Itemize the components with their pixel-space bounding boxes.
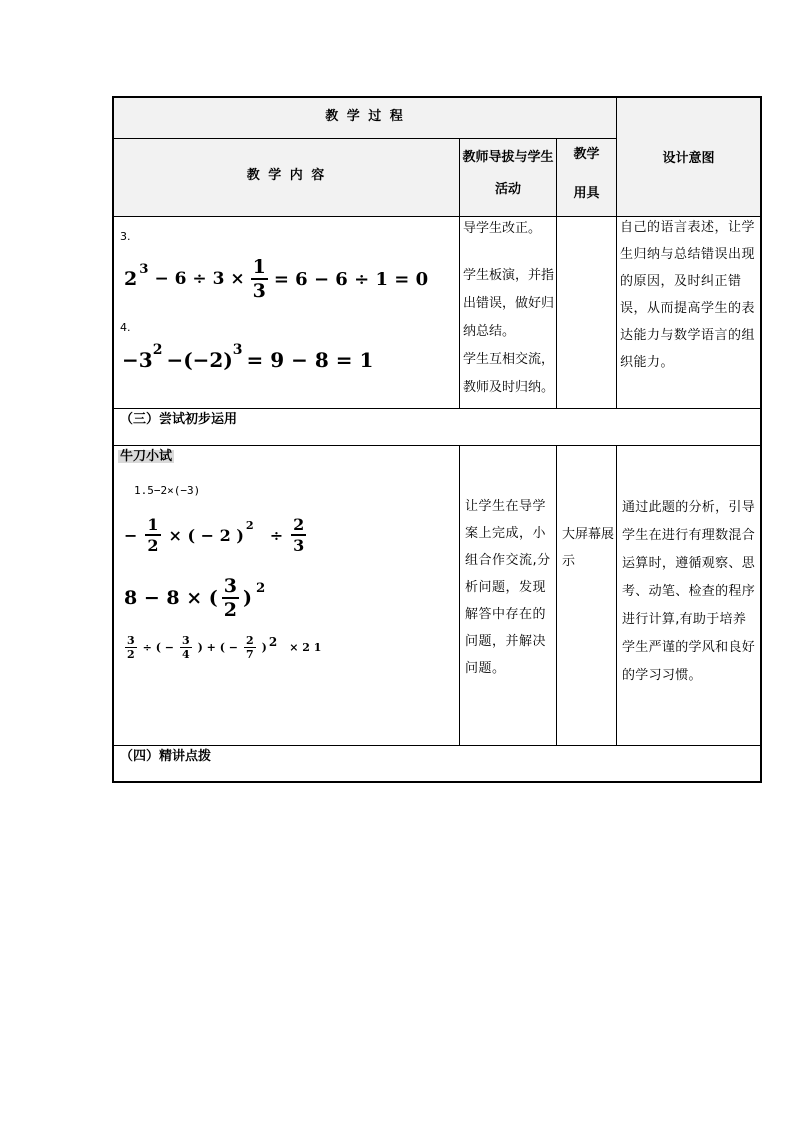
col-divider-2-top xyxy=(556,138,557,409)
col-divider-2-bottom xyxy=(556,445,557,746)
item3-frac-den: 3 xyxy=(252,280,266,302)
header-process: 教 学 过 程 xyxy=(325,109,405,124)
header-divider xyxy=(114,138,617,139)
question-4 xyxy=(125,634,321,661)
header-content: 教 学 内 容 xyxy=(246,168,327,183)
question-1: 1.5−2×(−3) xyxy=(134,484,201,497)
q2-f2-num: 2 xyxy=(293,515,305,534)
header-tools-line2: 用具 xyxy=(573,186,600,201)
q2-f1-num: 1 xyxy=(147,515,159,534)
q3-f-num: 3 xyxy=(223,575,237,597)
table-right-border xyxy=(760,96,762,783)
question-3 xyxy=(124,575,265,621)
item3-mid: − 6 ÷ 3 × xyxy=(154,269,245,289)
section3-intent-text: 通过此题的分析，引导学生在进行有理数混合运算时，遵循观察、思考、动笔、检查的程序进行计算,有助于培养学生严谨的学风和良好的学习习惯。 xyxy=(622,500,756,683)
q4-f3-num: 2 xyxy=(245,634,254,647)
item4-rhs: = 9 − 8 = 1 xyxy=(246,348,374,372)
q3-lead: 8 − 8 × ( xyxy=(124,587,218,609)
q2-fraction-1 xyxy=(145,515,160,555)
item3-label: 3. xyxy=(120,230,131,243)
q4-part-3: ) xyxy=(261,641,267,654)
section3-title-bottom xyxy=(112,445,762,446)
q4-f2-den: 4 xyxy=(181,648,190,661)
section3-title: （三）尝试初步运用 xyxy=(120,412,238,427)
q4-f1-den: 2 xyxy=(127,648,135,661)
item4-expression xyxy=(122,342,374,372)
section3-activity-text: 让学生在导学案上完成，小组合作交流,分析问题，发现解答中存在的问题，并解决问题。 xyxy=(465,499,551,676)
item3-exponent: 3 xyxy=(139,261,149,277)
row2-bottom-border xyxy=(112,408,762,409)
item4-term-b: −(−2) xyxy=(166,348,233,372)
col-divider-3-top xyxy=(616,96,617,409)
q3-close: ) xyxy=(242,587,252,609)
item4-label: 4. xyxy=(120,321,131,334)
header-tools-line1: 教学 xyxy=(573,147,600,162)
item3-expression xyxy=(124,256,428,302)
q2-exponent: 2 xyxy=(245,518,254,532)
q2-f2-den: 3 xyxy=(293,536,305,555)
table-top-border xyxy=(112,96,762,98)
q4-fraction-3 xyxy=(244,634,256,661)
item3-base: 2 xyxy=(124,268,138,290)
item3-fraction xyxy=(251,256,268,302)
col-divider-1-bottom xyxy=(459,445,460,746)
q4-f2-num: 3 xyxy=(181,634,190,647)
q3-fraction xyxy=(222,575,239,621)
header-intent: 设计意图 xyxy=(662,151,715,166)
section2-intent-text: 自己的语言表述，让学生归纳与总结错误出现的原因，及时纠正错误，从而提高学生的表达能力与数学语言的组织能力。 xyxy=(620,220,756,370)
q2-f1-den: 2 xyxy=(147,536,159,555)
q4-f1-num: 3 xyxy=(127,634,135,647)
q3-exponent: 2 xyxy=(255,580,266,596)
q4-fraction-1 xyxy=(125,634,137,661)
item4-exp-a: 2 xyxy=(152,342,163,358)
trial-label: 牛刀小试 xyxy=(120,449,173,464)
activity-line-3: 学生板演，并指出错误，做好归纳总结。 xyxy=(463,268,555,339)
q2-div: ÷ xyxy=(269,525,284,545)
q4-exponent: 2 xyxy=(268,634,278,649)
q4-part-2: ) + ( − xyxy=(197,641,238,654)
activity-line-4: 学生互相交流，教师及时归纳。 xyxy=(463,352,555,395)
item3-frac-num: 1 xyxy=(252,256,266,278)
item3-rhs: = 6 − 6 ÷ 1 = 0 xyxy=(273,268,429,290)
q4-f3-den: 7 xyxy=(245,648,254,661)
q3-f-den: 2 xyxy=(223,599,237,621)
section2-activity-cell xyxy=(463,218,555,402)
q4-part-1: ÷ ( − xyxy=(142,641,174,654)
section3-tools-text: 大屏幕展示 xyxy=(562,527,615,569)
q2-lead: − xyxy=(124,525,138,545)
section4-title: （四）精讲点拨 xyxy=(120,749,212,764)
table-bottom-border xyxy=(112,781,762,783)
item4-term-a: −3 xyxy=(122,348,153,372)
q2-mid: × ( − 2 ) xyxy=(168,525,244,545)
question-2 xyxy=(124,515,306,555)
table-left-border xyxy=(112,96,114,783)
q4-tail: × 2 1 xyxy=(289,641,322,654)
activity-line-2 xyxy=(463,240,555,262)
col-divider-3-bottom xyxy=(616,445,617,746)
q4-fraction-2 xyxy=(180,634,192,661)
header-activity: 教师导拔与学生活动 xyxy=(462,150,554,197)
row3-bottom-border xyxy=(112,745,762,746)
q2-fraction-2 xyxy=(291,515,306,555)
activity-line-1: 导学生改正。 xyxy=(463,221,542,236)
item4-exp-b: 3 xyxy=(232,342,243,358)
